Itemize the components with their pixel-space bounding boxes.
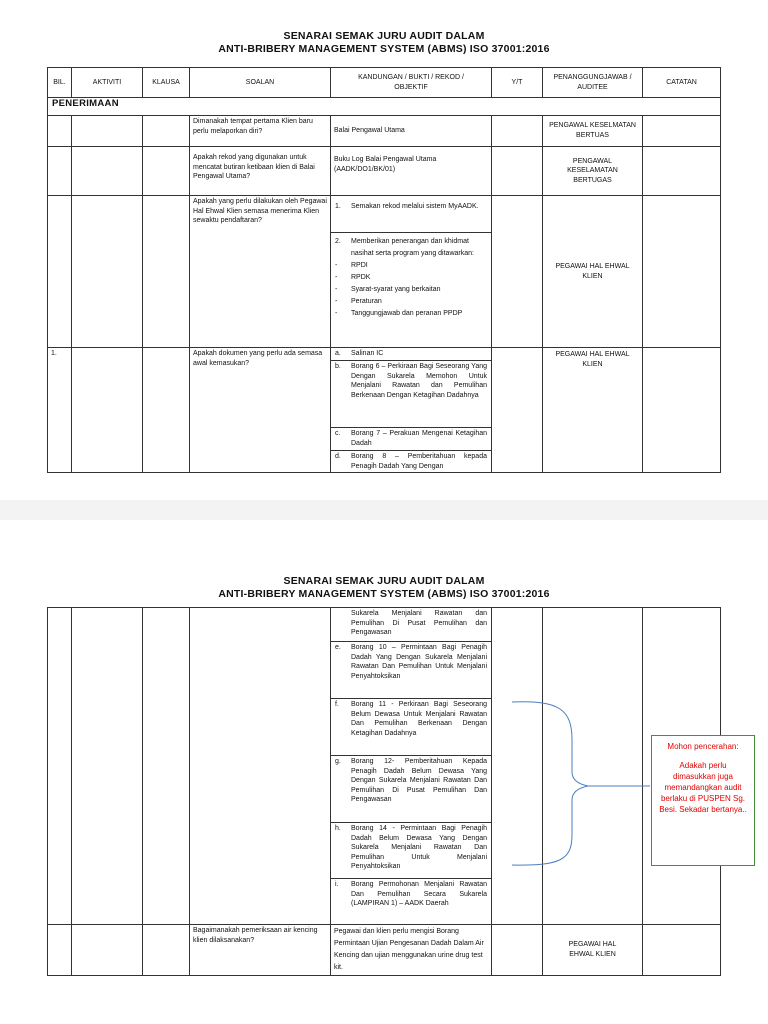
header-penanggungjawab: PENANGGUNGJAWAB / AUDITEE (542, 67, 643, 98)
item-2-marker: 2. (335, 238, 341, 245)
row4-yt (491, 347, 543, 473)
row1-kandungan-text: Balai Pengawal Utama (334, 127, 405, 135)
row4-item-d (330, 450, 492, 473)
row1-penanggungjawab: PENGAWAL KESELMATAN BERTUAS (542, 115, 643, 147)
row2-soalan: Apakah rekod yang digunakan untuk mencatat butiran ketibaan klien di Balai Pengawal Utama? (189, 146, 331, 196)
page-1 (0, 0, 768, 500)
item-i-text: Borang Permohonan Menjalani Rawatan Dan Pemulihan Secara Sukarela (LAMPIRAN 1) – AADK Daerah (351, 881, 487, 908)
title-line-2: ANTI-BRIBERY MANAGEMENT SYSTEM (ABMS) ISO 37001:2016 (218, 43, 550, 55)
item-g-text: Borang 12- Pemberitahuan Kepada Penagih Dadah Belum Dewasa Yang Dengan Sukarela Menjalani Rawatan Dan Pemulihan Di Pusat Pemulihan Dan Pengawasan (351, 758, 487, 804)
dash-marker: - (335, 310, 338, 317)
p2-last-soalan: Bagaimanakah pemeriksaan air kencing klien dilaksanakan? (189, 924, 331, 976)
row3-penanggungjawab: PEGAWAI HAL EHWAL KLIEN (542, 195, 643, 348)
item-i-marker: i. (335, 881, 339, 888)
sub-rpdk: RPDK (351, 274, 371, 281)
row2-klausa (142, 146, 190, 196)
p2-last-penanggungjawab: PEGAWAI HAL EHWAL KLIEN (542, 924, 643, 976)
row4-klausa (142, 347, 190, 473)
title-line-2: ANTI-BRIBERY MANAGEMENT SYSTEM (ABMS) ISO 37001:2016 (218, 588, 550, 600)
row3-kandungan-item-2 (330, 232, 492, 348)
item-c-marker: c. (335, 430, 341, 437)
item-b-marker: b. (335, 363, 341, 370)
row2-kandungan: Buku Log Balai Pengawal Utama (AADK/DO1/BK/01) (330, 146, 492, 196)
item-b-text: Borang 6 – Perkiraan Bagi Seseorang Yang Dengan Sukarela Memohon Untuk Menjalani Rawatan dan Pemulihan Berkenaan Dengan Ketagihan Dadahnya (351, 363, 487, 399)
section-penerimaan: PENERIMAAN (47, 97, 721, 116)
row3-kandungan-item-1 (330, 195, 492, 233)
row3-yt (491, 195, 543, 348)
p2-aktiviti (71, 607, 143, 925)
p2-item-g (330, 755, 492, 823)
row4-penanggungjawab: PEGAWAI HAL EHWAL KLIEN (542, 347, 643, 473)
title-line-1: SENARAI SEMAK JURU AUDIT DALAM (283, 575, 485, 587)
p2-item-d-continued: Sukarela Menjalani Rawatan dan Pemulihan Di Pusat Pemulihan dan Pengawasan (330, 607, 492, 642)
p2-item-e (330, 641, 492, 699)
p2-klausa (142, 607, 190, 925)
row1-catatan (642, 115, 721, 147)
item-2-text: Memberikan penerangan dan khidmat nasihat serta program yang ditawarkan: (351, 238, 474, 257)
row2-penanggungjawab: PENGAWAL KESELAMATAN BERTUGAS (542, 146, 643, 196)
item-a-text: Salinan IC (351, 350, 384, 357)
item-h-text: Borang 14 - Permintaan Bagi Penagih Dadah Belum Dewasa Yang Dengan Sukarela Menjalani Rawatan Dan Pemulihan Untuk Menjalani Penyahtoksikan (351, 825, 487, 871)
item-c-text: Borang 7 – Perakuan Mengenai Ketagihan Dadah (351, 430, 487, 447)
header-soalan: SOALAN (189, 67, 331, 98)
row1-aktiviti (71, 115, 143, 147)
brace-connector (510, 700, 650, 870)
row3-klausa (142, 195, 190, 348)
page-separator (0, 500, 768, 520)
sub-peraturan: Peraturan (351, 298, 382, 305)
dash-marker: - (335, 298, 338, 305)
p2-last-kandungan: Pegawai dan klien perlu mengisi Borang Permintaan Ujian Pengesanan Dadah Dalam Air Kencing dan ujian menggunakan urine drug test kit. (330, 924, 492, 976)
row3-aktiviti (71, 195, 143, 348)
document-title (0, 30, 768, 56)
dash-marker: - (335, 286, 338, 293)
row4-aktiviti (71, 347, 143, 473)
row2-aktiviti (71, 146, 143, 196)
comment-heading: Mohon pencerahan: (667, 742, 739, 751)
row2-yt (491, 146, 543, 196)
header-yt: Y/T (491, 67, 543, 98)
row4-item-a (330, 347, 492, 361)
document-title-page-2 (0, 575, 768, 601)
dash-marker: - (335, 262, 338, 269)
p2-item-i (330, 878, 492, 925)
comment-body: Adakah perlu dimasukkan juga memandangkan audit berlaku di PUSPEN Sg. Besi. Sekadar bertanya.. (659, 761, 747, 814)
item-g-marker: g. (335, 758, 341, 765)
item-d-text: Borang 8 – Pemberitahuan kepada Penagih Dadah Yang Dengan (351, 453, 487, 470)
row2-catatan (642, 146, 721, 196)
p2-soalan (189, 607, 331, 925)
header-aktiviti: AKTIVITI (71, 67, 143, 98)
row1-klausa (142, 115, 190, 147)
item-e-marker: e. (335, 644, 341, 651)
p2-last-klausa (142, 924, 190, 976)
row1-kandungan (330, 115, 492, 147)
row4-soalan: Apakah dokumen yang perlu ada semasa awal kemasukan? (189, 347, 331, 473)
row3-bil (47, 195, 72, 348)
item-f-marker: f. (335, 701, 339, 708)
item-e-text: Borang 10 – Permintaan Bagi Penagih Dadah Yang Dengan Sukarela Menjalani Rawatan Dan Pemulihan Untuk Menjalani Penyahtoksikan (351, 644, 487, 680)
item-d-marker: d. (335, 453, 341, 460)
item-1-text: Semakan rekod melalui sistem MyAADK. (351, 203, 479, 210)
review-comment[interactable] (651, 735, 755, 866)
sub-rpdi: RPDI (351, 262, 368, 269)
curly-brace (512, 702, 588, 865)
row2-bil (47, 146, 72, 196)
row1-soalan: Dimanakah tempat pertama Klien baru perlu melaporkan diri? (189, 115, 331, 147)
title-line-1: SENARAI SEMAK JURU AUDIT DALAM (283, 30, 485, 42)
header-klausa: KLAUSA (142, 67, 190, 98)
header-catatan: CATATAN (642, 67, 721, 98)
header-bil: BIL. (47, 67, 72, 98)
row1-bil (47, 115, 72, 147)
row4-item-c (330, 427, 492, 451)
dash-marker: - (335, 274, 338, 281)
row4-item-b (330, 360, 492, 428)
row3-soalan: Apakah yang perlu dilakukan oleh Pegawai Hal Ehwal Klien semasa menerima Klien sewaktu pendaftaran? (189, 195, 331, 348)
p2-last-bil (47, 924, 72, 976)
p2-bil (47, 607, 72, 925)
row1-yt (491, 115, 543, 147)
p2-item-h (330, 822, 492, 879)
item-f-text: Borang 11 - Perkiraan Bagi Seseorang Belum Dewasa Untuk Menjalani Rawatan Dan Pemulihan Berkenaan Dengan Ketagihan Dadahnya (351, 701, 487, 737)
item-a-marker: a. (335, 350, 341, 357)
p2-item-f (330, 698, 492, 756)
p2-last-yt (491, 924, 543, 976)
row3-catatan (642, 195, 721, 348)
row4-bil: 1. (47, 347, 72, 473)
item-h-marker: h. (335, 825, 341, 832)
p2-last-aktiviti (71, 924, 143, 976)
header-kandungan: KANDUNGAN / BUKTI / REKOD / OBJEKTIF (330, 67, 492, 98)
sub-syarat: Syarat-syarat yang berkaitan (351, 286, 441, 293)
p2-last-catatan (642, 924, 721, 976)
row4-catatan (642, 347, 721, 473)
sub-tanggungjawab: Tanggungjawab dan peranan PPDP (351, 310, 463, 317)
item-1-marker: 1. (335, 203, 341, 210)
